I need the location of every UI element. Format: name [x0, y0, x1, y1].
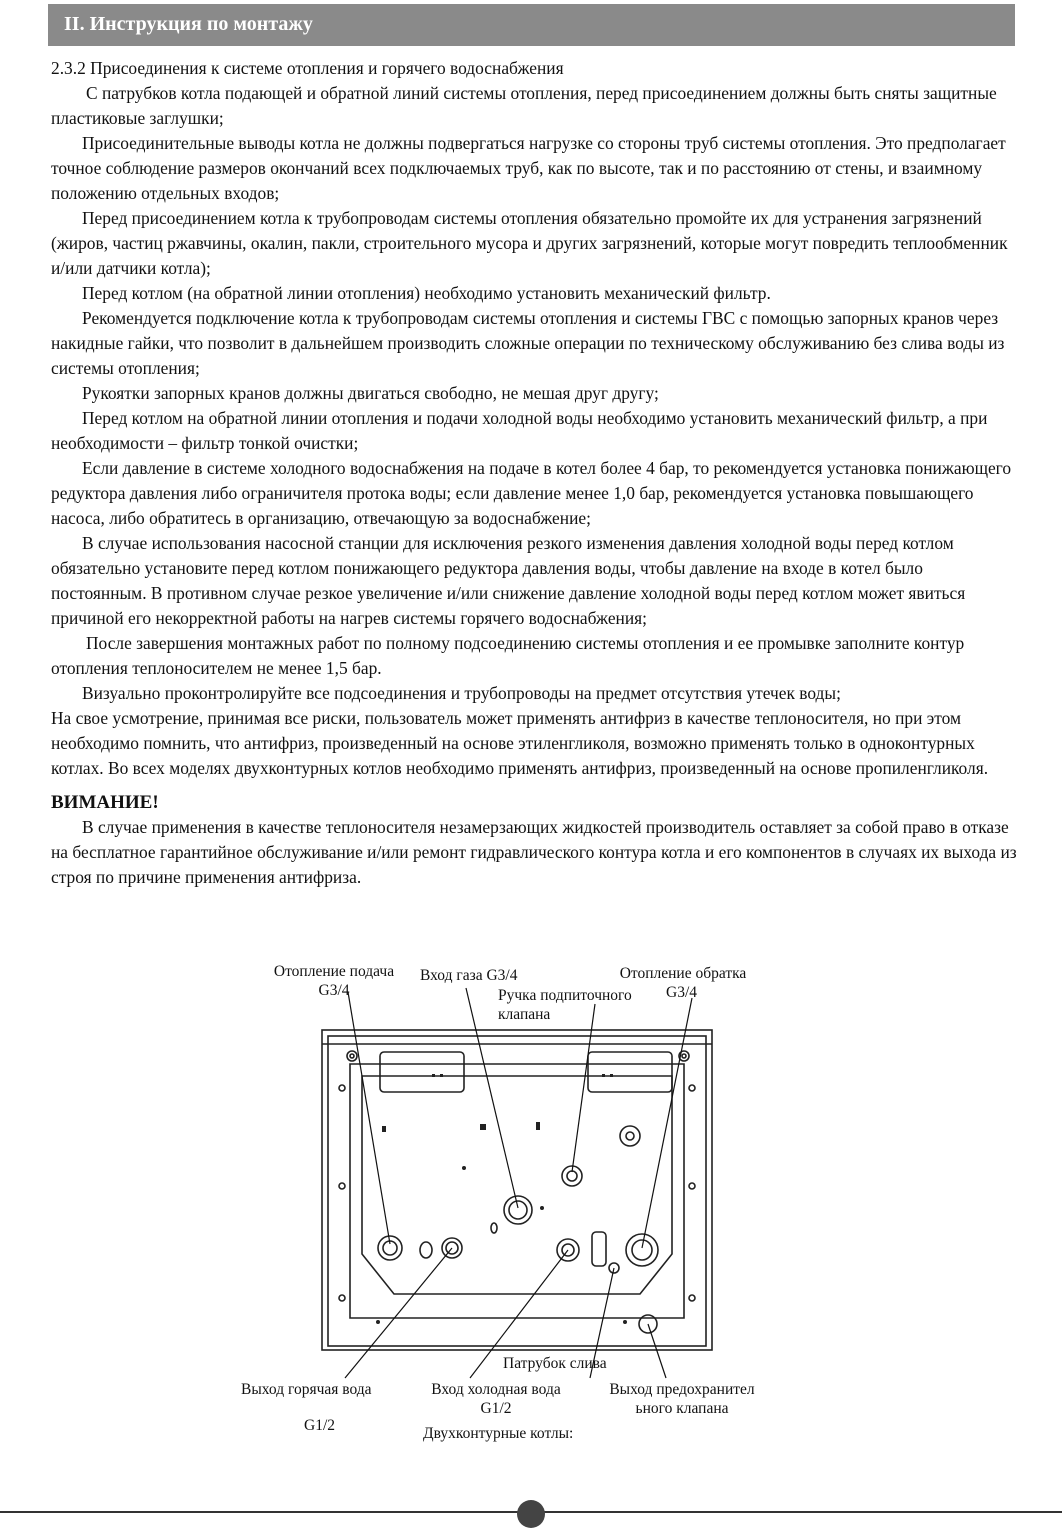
paragraph: В случае использования насосной станции для исключения резкого изменения давления холодной воды перед котлом обязательно установите перед котлом понижающего редуктора давления воды, чтобы давление на входе в котел было постоянным. В противном случае резкое увеличение и/или снижение давление холодной воды перед котлом может явиться причиной его некорректной работы на нагрев системы горячего водоснабжения; [51, 533, 966, 628]
label-gas-inlet: Вход газа G3/4 [420, 967, 518, 984]
paragraph: С патрубков котла подающей и обратной линий системы отопления, перед присоединением должны быть сняты защитные пластиковые заглушки; [51, 83, 997, 128]
paragraph: Рекомендуется подключение котла к трубопроводам системы отопления и системы ГВС с помощью запорных кранов через накидные гайки, что позволит в дальнейшем производить сложные операции по техническому обслуживанию без слива воды из системы отопления; [51, 308, 1005, 378]
label-heating-supply [264, 962, 404, 1000]
label-heating-supply-size: G3/4 [318, 982, 350, 999]
label-makeup-valve-line1: Ручка подпиточного [498, 987, 632, 1004]
paragraph: Перед присоединением котла к трубопроводам системы отопления обязательно промойте их для устранения загрязнений (жиров, частиц ржавчины, окалин, пакли, строительного мусора и других загрязнений, которые могут повредить теплообменник и/или датчики котла); [51, 208, 1008, 278]
label-drain-pipe: Патрубок слива [503, 1355, 607, 1372]
label-heating-return-text: Отопление обратка [619, 965, 747, 982]
section-title: II. Инструкция по монтажу [64, 13, 313, 35]
paragraph: Перед котлом (на обратной линии отопления) необходимо установить механический фильтр. [82, 283, 771, 303]
boiler-connections-diagram [230, 958, 790, 1458]
label-makeup-valve-line2: клапана [498, 1006, 551, 1023]
paragraph: После завершения монтажных работ по полному подсоединению системы отопления и ее промывке заполните контур отопления теплоносителем не менее 1,5 бар. [51, 633, 965, 678]
label-cold-water-inlet [416, 1380, 576, 1418]
label-heating-supply-text: Отопление подача [273, 963, 395, 980]
page-marker [517, 1500, 545, 1528]
document-body [51, 56, 1021, 890]
label-cold-water-text: Вход холодная вода [431, 1381, 561, 1398]
section-header-bar [48, 4, 1015, 46]
subsection-heading: 2.3.2 Присоединения к системе отопления и горячего водоснабжения [51, 58, 564, 78]
diagram-caption: Двухконтурные котлы: [423, 1425, 574, 1442]
paragraph: Если давление в системе холодного водоснабжения на подаче в котел более 4 бар, то рекомендуется установка понижающего редуктора давления либо ограничителя протока воды; если давление менее 1,0 бар, рекомендуется установка повышающего насоса, либо обратитесь в организацию, отвечающую за водоснабжение; [51, 458, 1012, 528]
warning-heading: ВИМАНИЕ! [51, 792, 159, 813]
paragraph: Визуально проконтролируйте все подсоединения и трубопроводы на предмет отсутствия утечек воды; [82, 683, 841, 703]
label-hot-water-size: G1/2 [304, 1417, 335, 1434]
warning-text: В случае применения в качестве теплоносителя незамерзающих жидкостей производитель оставляет за собой право в отказе на бесплатное гарантийное обслуживание и/или ремонт гидравлического контура котла и его компонентов в случаях их выхода из строя по причине применения антифриза. [51, 817, 1017, 887]
paragraph: Рукоятки запорных кранов должны двигаться свободно, не мешая друг другу; [82, 383, 659, 403]
label-safety-valve-outlet [594, 1380, 770, 1418]
label-heating-return-size: G3/4 [666, 984, 697, 1001]
paragraph: На свое усмотрение, принимая все риски, пользователь может применять антифриз в качестве теплоносителя, но при этом необходимо помнить, что антифриз, произведенный на основе этиленгликоля, возможно применять только в одноконтурных котлах. Во всех моделях двухконтурных котлов необходимо применять антифриз, произведенный на основе пропиленгликоля. [51, 708, 989, 778]
paragraph: Перед котлом на обратной линии отопления и подачи холодной воды необходимо установить механический фильтр, а при необходимости – фильтр тонкой очистки; [51, 408, 988, 453]
label-safety-valve-line2: ьного клапана [635, 1400, 729, 1417]
paragraph: Присоединительные выводы котла не должны подвергаться нагрузке со стороны труб системы отопления. Это предполагает точное соблюдение размеров окончаний всех подключаемых труб, как по высоте, так и по расстоянию от стены, и взаимному положению отдельных входов; [51, 133, 1006, 203]
label-heating-return [608, 964, 758, 1002]
label-safety-valve-line1: Выход предохранител [609, 1381, 755, 1398]
label-cold-water-size: G1/2 [480, 1400, 512, 1417]
label-hot-water-outlet: Выход горячая вода [241, 1381, 372, 1398]
